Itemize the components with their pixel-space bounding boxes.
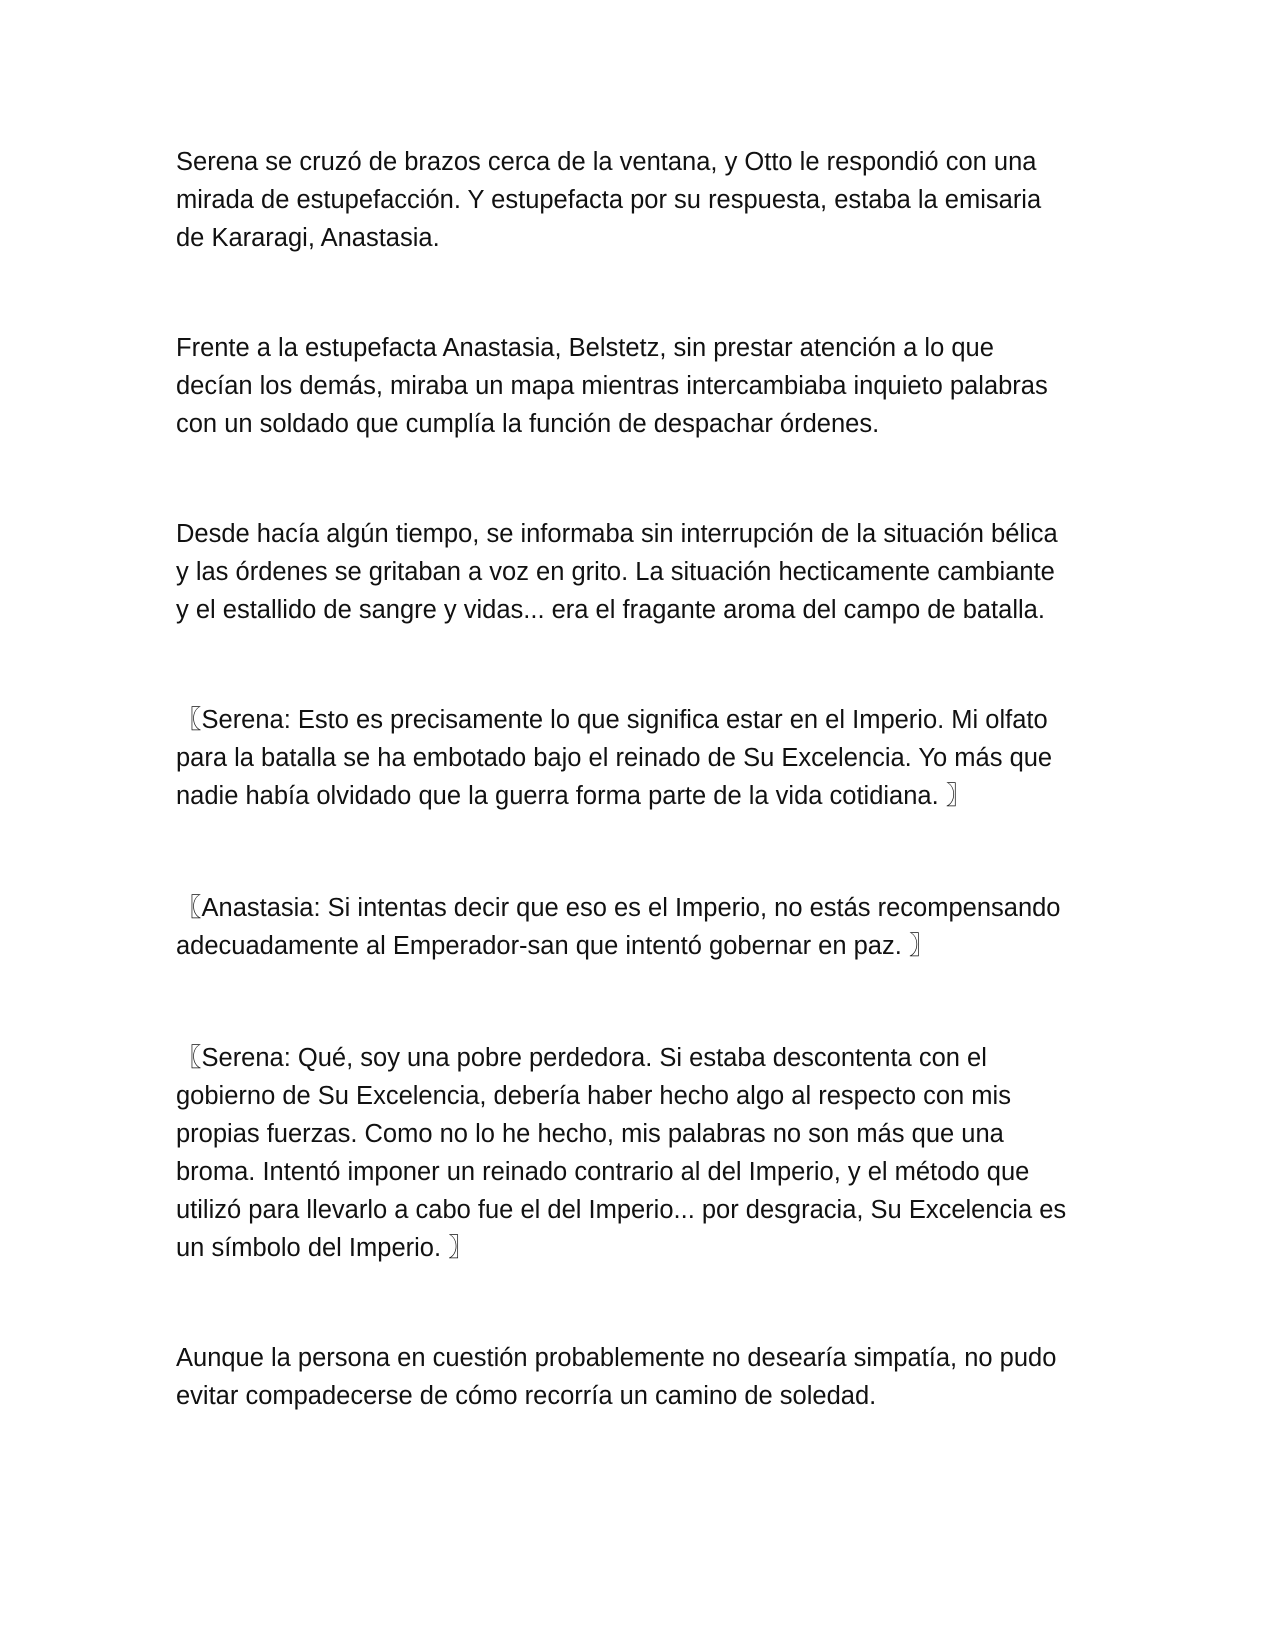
text-line: broma. Intentó imponer un reinado contrario al del Imperio, y el método que — [176, 1158, 1030, 1186]
text-line: 〖Serena: Esto es precisamente lo que significa estar en el Imperio. Mi olfato — [176, 706, 1048, 734]
text-line: adecuadamente al Emperador-san que intentó gobernar en paz. 〗 — [176, 932, 935, 960]
text-line: y las órdenes se gritaban a voz en grito. La situación hecticamente cambiante — [176, 558, 1055, 586]
text-line: con un soldado que cumplía la función de despachar órdenes. — [176, 410, 880, 438]
text-line: mirada de estupefacción. Y estupefacta por su respuesta, estaba la emisaria — [176, 186, 1042, 214]
text-line: Serena se cruzó de brazos cerca de la ventana, y Otto le respondió con una — [176, 148, 1037, 176]
paragraph-3 — [176, 515, 1106, 629]
text-line: Desde hacía algún tiempo, se informaba sin interrupción de la situación bélica — [176, 520, 1058, 548]
text-line: Aunque la persona en cuestión probablemente no desearía simpatía, no pudo — [176, 1344, 1057, 1372]
text-line: evitar compadecerse de cómo recorría un camino de soledad. — [176, 1382, 877, 1410]
text-line: Frente a la estupefacta Anastasia, Belstetz, sin prestar atención a lo que — [176, 334, 994, 362]
text-line: de Kararagi, Anastasia. — [176, 224, 440, 252]
dialogue-serena-1 — [176, 701, 1106, 815]
text-line: gobierno de Su Excelencia, debería haber hecho algo al respecto con mis — [176, 1082, 1011, 1110]
text-line: decían los demás, miraba un mapa mientras intercambiaba inquieto palabras — [176, 372, 1048, 400]
text-line: nadie había olvidado que la guerra forma parte de la vida cotidiana. 〗 — [176, 782, 972, 810]
paragraph-final — [176, 1339, 1106, 1415]
text-line: propias fuerzas. Como no lo he hecho, mis palabras no son más que una — [176, 1120, 1004, 1148]
text-line: y el estallido de sangre y vidas... era el fragante aroma del campo de batalla. — [176, 596, 1045, 624]
paragraph-2 — [176, 329, 1106, 443]
dialogue-anastasia — [176, 889, 1106, 965]
paragraph-1 — [176, 143, 1106, 257]
text-line: 〖Serena: Qué, soy una pobre perdedora. Si estaba descontenta con el — [176, 1044, 987, 1072]
text-line: para la batalla se ha embotado bajo el reinado de Su Excelencia. Yo más que — [176, 744, 1053, 772]
text-line: 〖Anastasia: Si intentas decir que eso es el Imperio, no estás recompensando — [176, 894, 1061, 922]
dialogue-serena-2 — [176, 1039, 1106, 1267]
text-line: un símbolo del Imperio. 〗 — [176, 1234, 474, 1262]
text-line: utilizó para llevarlo a cabo fue el del Imperio... por desgracia, Su Excelencia es — [176, 1196, 1067, 1224]
